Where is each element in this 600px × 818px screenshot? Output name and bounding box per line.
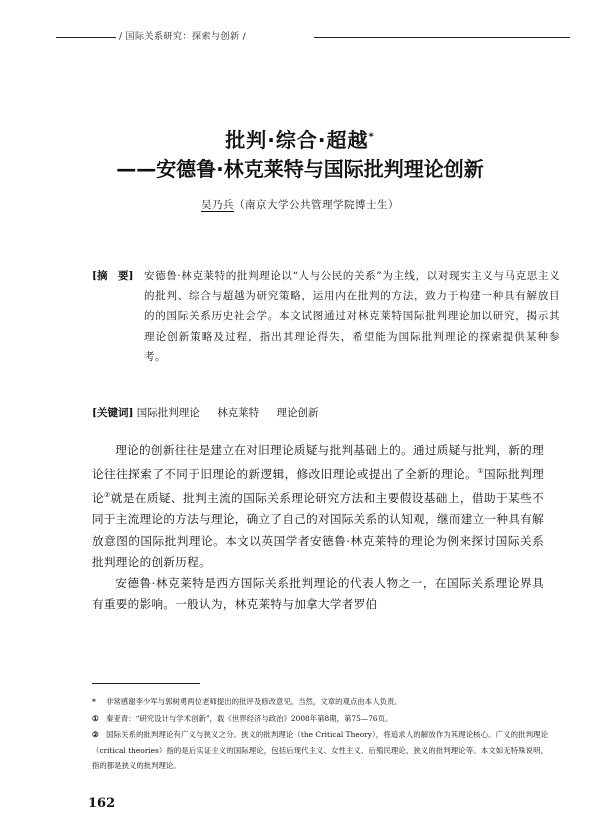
page-number: 162	[88, 796, 116, 811]
abstract-label: [摘 要]	[92, 270, 134, 282]
header-rule-left	[56, 37, 116, 38]
footnote: * 非常感谢李少军与郭树勇两位老师提出的批评及修改意见。当然，文章的观点由本人负责。	[92, 697, 402, 706]
running-header	[56, 30, 570, 44]
header-section-title: / 国际关系研究：探索与创新 /	[119, 32, 247, 42]
footnote-ref[interactable]: ②	[104, 491, 111, 500]
keywords	[92, 403, 560, 423]
keyword: 理论创新	[276, 407, 319, 419]
author-name: 吴乃兵	[201, 199, 234, 211]
keyword: 国际批判理论	[136, 407, 200, 419]
footnote-ref[interactable]: ①	[477, 467, 484, 476]
body-text	[92, 440, 544, 615]
article-title: 批判·综合·超越*	[225, 128, 375, 152]
footnote: ① 秦亚青：“研究设计与学术创新”，载《世界经济与政治》2008年第8期，第75—76页。	[92, 713, 393, 723]
keyword: 林克莱特	[217, 407, 260, 419]
footnote-rule	[92, 683, 200, 684]
body-paragraph: 安德鲁·林克莱特是西方国际关系批判理论的代表人物之一，在国际关系理论界具有重要的影响。一般认为，林克莱特与加拿大学者罗伯	[92, 575, 544, 612]
keywords-label: [关键词]	[92, 407, 134, 419]
body-paragraph: 理论的创新往往是建立在对旧理论质疑与批判基础上的。通过质疑与批判，新的理论往往探索了不同于旧理论的新逻辑，修改旧理论或提出了全新的理论。①国际批判理论②就是在质疑、批判主流的国际关系理论研究方法和主要假设基础上，借助于某些不同于主流理论的方法与理论，确立了自己的对国际关系的认知观，继而建立一种具有解放意图的国际批判理论。本文以英国学者安德鲁·林克莱特的理论为例来探讨国际关系批判理论的创新历程。	[92, 443, 544, 569]
author-affiliation: （南京大学公共管理学院博士生）	[234, 199, 399, 211]
footnote: ② 国际关系的批判理论有广义与狭义之分。狭义的批判理论（the Critical Theory），将追求人的解放作为其理论核心。广义的批判理论（critical theories）指的是后实证主义的国际理论，包括后现代主义、女性主义、后殖民理论、狭义的批判理论等。本文如无特殊说明，指的都是狭义的批判理论。	[92, 730, 548, 770]
abstract-text: 安德鲁·林克莱特的批判理论以“人与公民的关系”为主线，以对现实主义与马克思主义的批判、综合与超越为研究策略，运用内在批判的方法，致力于构建一种具有解放目的的国际关系历史社会学。本文试图通过对林克莱特国际批判理论加以研究，揭示其理论创新策略及过程，指出其理论得失，希望能为国际批判理论的探索提供某种参考。	[144, 270, 560, 363]
author-line	[0, 197, 600, 212]
footnotes	[92, 694, 548, 775]
title-footnote-mark: *	[368, 131, 375, 143]
header-rule-right	[314, 37, 570, 38]
article-subtitle: ——安德鲁·林克莱特与国际批判理论创新	[116, 157, 484, 181]
